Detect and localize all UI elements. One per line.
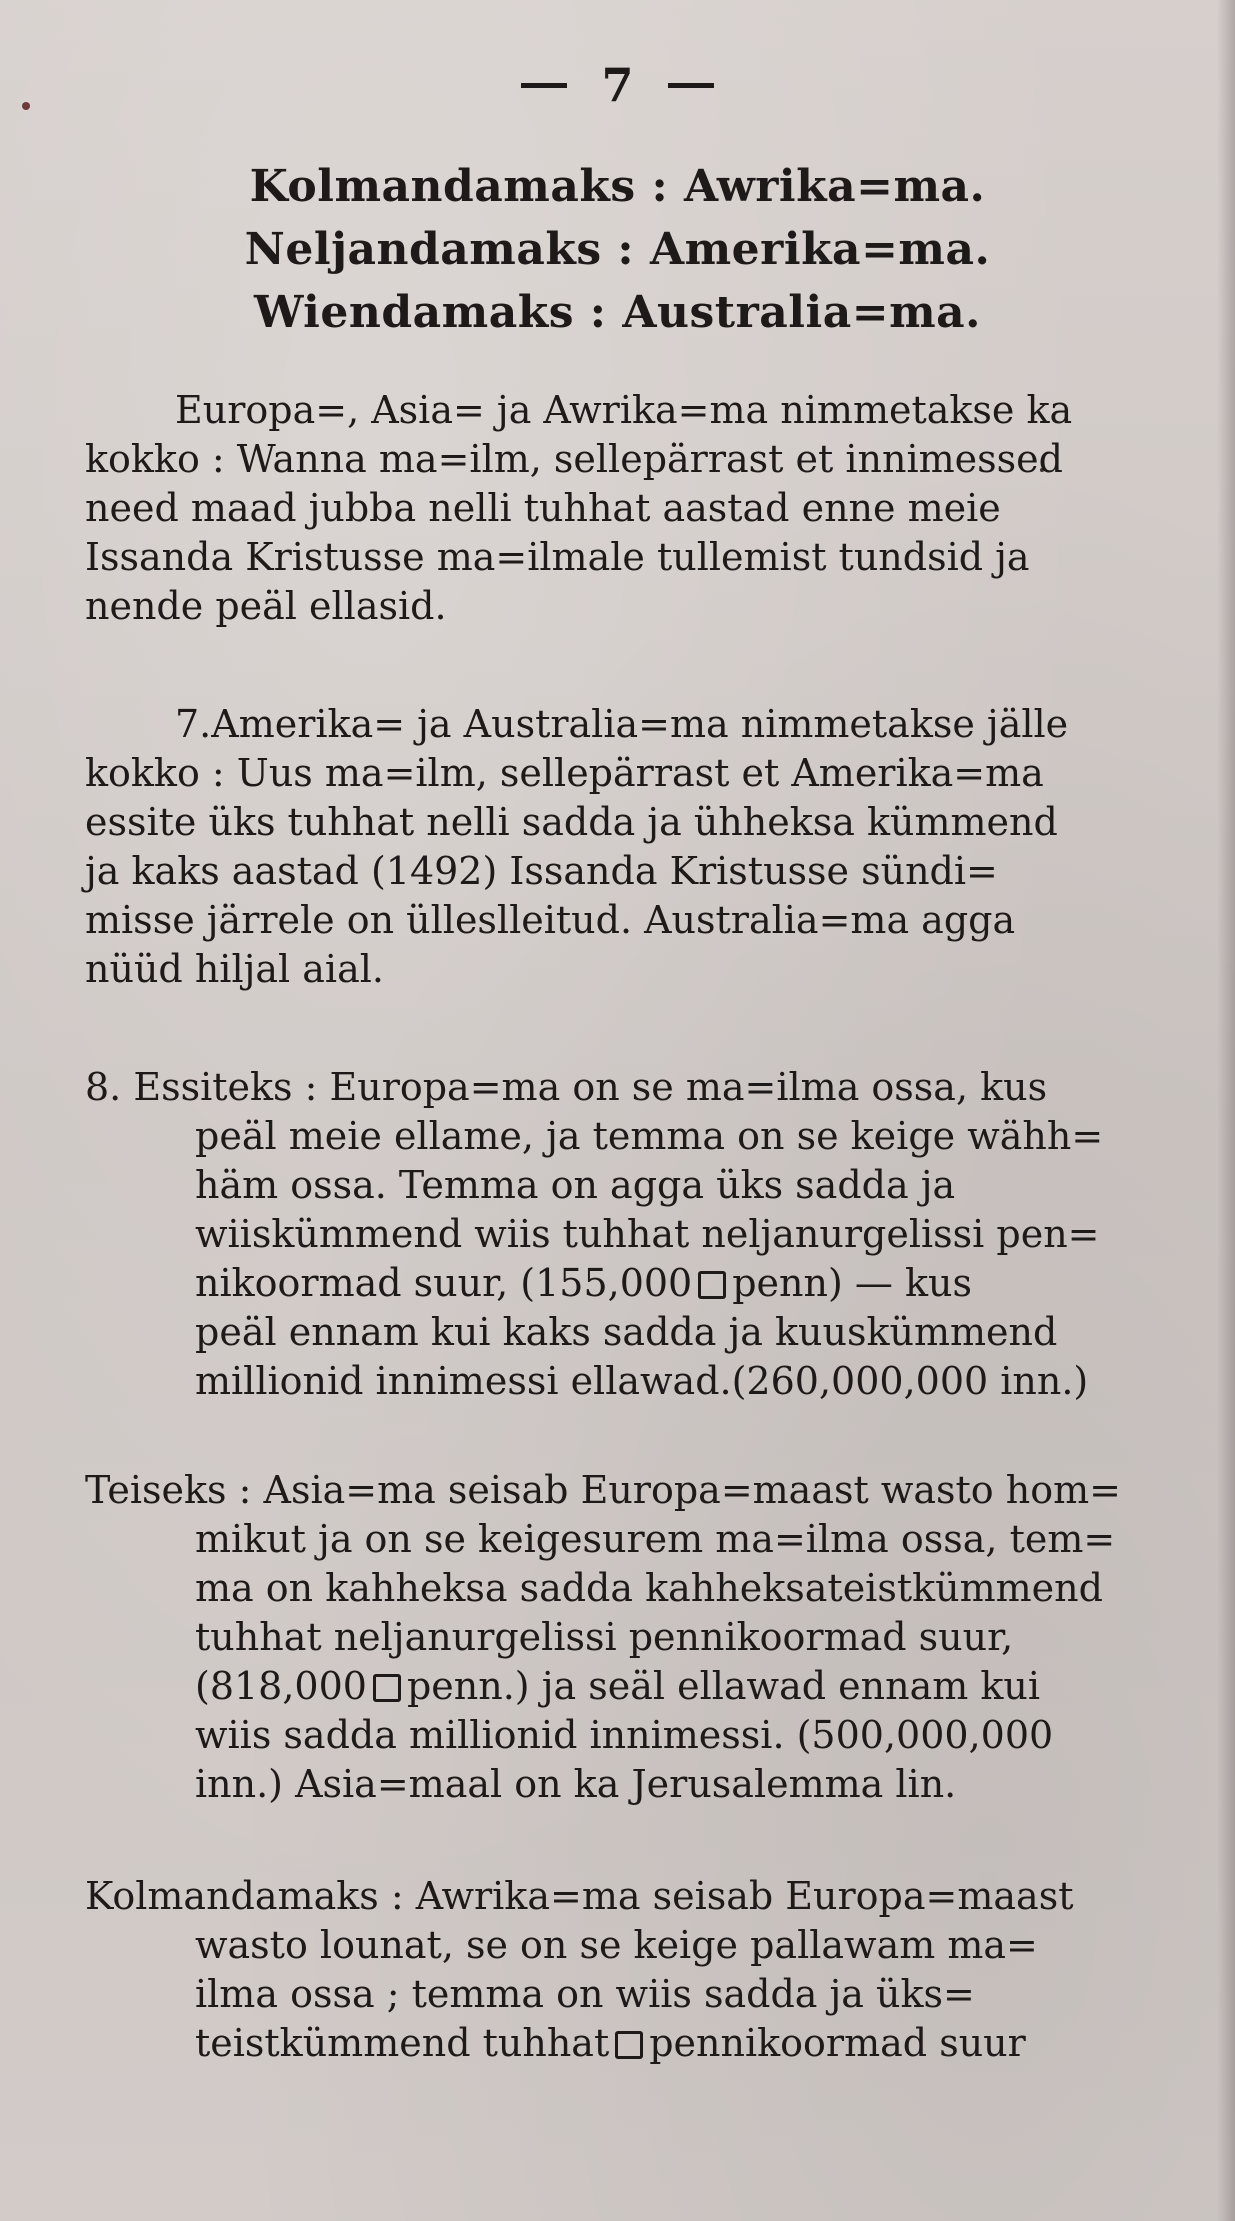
- heading-africa: Kolmandamaks : Awrika=ma.: [249, 161, 986, 212]
- text-line: ma on kahheksa sadda kahheksateistkümmend: [195, 1566, 1103, 1610]
- text-line: ilma ossa ; temma on wiis sadda ja üks=: [195, 1972, 975, 2016]
- square-symbol-icon: [698, 1271, 726, 1299]
- text-line: wasto lounat, se on se keige pallawam ma=: [195, 1923, 1038, 1967]
- text-line: Teiseks : Asia=ma seisab Europa=maast wasto hom=: [85, 1468, 1121, 1512]
- paragraph-europe: [85, 1063, 1165, 1406]
- text-fragment: penn.) ja seäl ellawad ennam kui: [406, 1664, 1040, 1708]
- text-line: misse järrele on ülleslleitud. Australia=ma agga: [85, 898, 1016, 942]
- text-line: inn.) Asia=maal on ka Jerusalemma lin.: [195, 1762, 957, 1806]
- text-fragment: teistkümmend tuhhat: [195, 2021, 610, 2065]
- text-line: häm ossa. Temma on agga üks sadda ja: [195, 1163, 956, 1207]
- text-line: kokko : Wanna ma=ilm, sellepärrast et innimessed: [85, 437, 1063, 481]
- text-line: wiis sadda millionid innimessi. (500,000,000: [195, 1713, 1054, 1757]
- paragraph-old-world: [85, 386, 1165, 631]
- text-line: peäl ennam kui kaks sadda ja kuuskümmend: [195, 1310, 1058, 1354]
- text-line: [85, 1662, 1165, 1711]
- text-line: need maad jubba nelli tuhhat aastad enne meie: [85, 486, 1001, 530]
- heading-australia: Wiendamaks : Australia=ma.: [254, 287, 981, 338]
- text-line: wiiskümmend wiis tuhhat neljanurgelissi pen=: [195, 1212, 1100, 1256]
- text-line: 7.Amerika= ja Australia=ma nimmetakse jälle: [175, 702, 1069, 746]
- text-line: nüüd hiljal aial.: [85, 947, 384, 991]
- text-line: ja kaks aastad (1492) Issanda Kristusse sündi=: [85, 849, 998, 893]
- text-fragment: nikoormad suur, (155,000: [195, 1261, 693, 1305]
- header-dash-left: [521, 83, 567, 88]
- text-fragment: pennikoormad suur: [649, 2021, 1026, 2065]
- text-line: Kolmandamaks : Awrika=ma seisab Europa=maast: [85, 1874, 1074, 1918]
- text-line: mikut ja on se keigesurem ma=ilma ossa, tem=: [195, 1517, 1116, 1561]
- paragraph-new-world: [85, 700, 1165, 994]
- page-number: 7: [601, 58, 634, 112]
- text-line: millionid innimessi ellawad.(260,000,000 inn.): [195, 1359, 1089, 1403]
- text-line: tuhhat neljanurgelissi pennikoormad suur,: [195, 1615, 1014, 1659]
- paragraph-africa: [85, 1872, 1165, 2068]
- paragraph-asia: [85, 1466, 1165, 1809]
- page-header: [0, 55, 1235, 115]
- text-line: 8. Essiteks : Europa=ma on se ma=ilma ossa, kus: [85, 1065, 1048, 1109]
- text-line: [85, 1259, 1165, 1308]
- text-line: Europa=, Asia= ja Awrika=ma nimmetakse ka: [175, 388, 1073, 432]
- text-line: nende peäl ellasid.: [85, 584, 447, 628]
- text-line: peäl meie ellame, ja temma on se keige wähh=: [195, 1114, 1104, 1158]
- header-dash-right: [668, 83, 714, 88]
- text-fragment: penn) — kus: [732, 1261, 972, 1305]
- text-line: Issanda Kristusse ma=ilmale tullemist tundsid ja: [85, 535, 1030, 579]
- text-line: essite üks tuhhat nelli sadda ja ühheksa kümmend: [85, 800, 1058, 844]
- text-fragment: (818,000: [195, 1664, 367, 1708]
- text-line: [85, 2019, 1165, 2068]
- square-symbol-icon: [373, 1674, 401, 1702]
- text-line: kokko : Uus ma=ilm, sellepärrast et Amerika=ma: [85, 751, 1044, 795]
- heading-america: Neljandamaks : Amerika=ma.: [244, 224, 991, 275]
- square-symbol-icon: [615, 2031, 643, 2059]
